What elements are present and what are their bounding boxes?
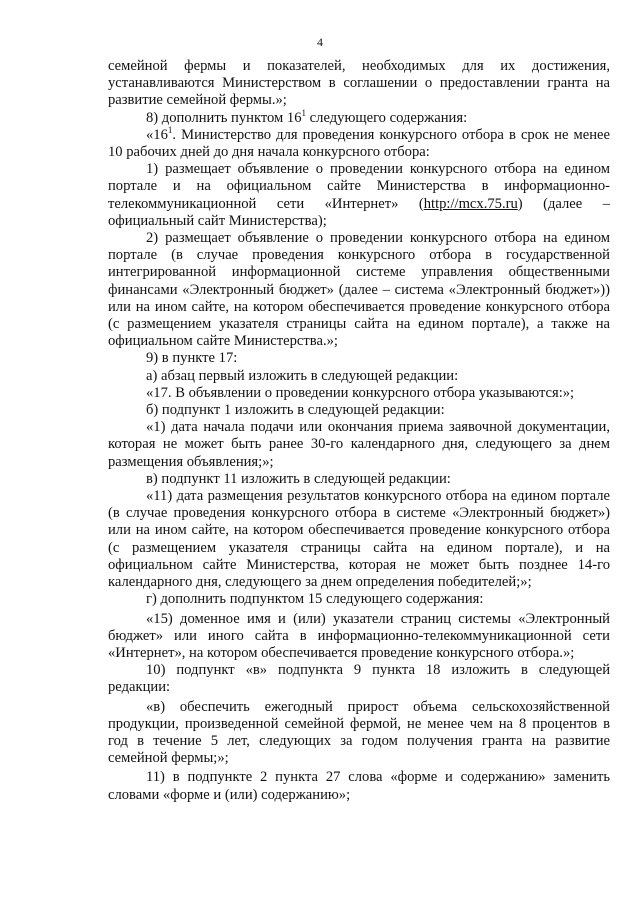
paragraph: «в) обеспечить ежегодный прирост объема сельскохозяйственной продукции, произведенной семейной фермой, не менее чем на 8 процентов в год в течение 5 лет, следующих за годом получения гранта на развитие семейной фермы;»; [108,698,610,767]
page-number: 4 [317,35,323,49]
superscript: 1 [301,107,307,118]
paragraph [108,124,610,161]
ministry-site-link[interactable]: http://mcx.75.ru [423,195,518,212]
paragraph-text: ) (далее – официальный сайт Министерства); [108,195,610,229]
paragraph-text: 8) дополнить пунктом 16 [146,109,302,126]
paragraph-text: следующего содержания: [306,109,468,126]
paragraph [108,107,610,127]
superscript: 1 [167,124,173,135]
paragraph-text: . Министерство для проведения конкурсного отбора в срок не менее 10 рабочих дней до дня начала конкурсного отбора: [108,126,610,161]
paragraph: 10) подпункт «в» подпункта 9 пункта 18 изложить в следующей редакции: [108,662,610,696]
paragraph-text: «16 [146,126,168,143]
paragraph: семейной фермы и показателей, необходимых для их достижения, устанавливаются Министерством в соглашении о предоставлении гранта на развитие семейной фермы.»; [108,58,610,109]
paragraph: «1) дата начала подачи или окончания приема заявочной документации, которая не может быть ранее 30-го календарного дня, следующего за днем размещения объявления;»; [108,419,610,470]
paragraph: 2) размещает объявление о проведении конкурсного отбора на едином портале (в случае проведения конкурсного отбора в государственной интегрированной информационной системе управления общественными финансами «Электронный бюджет» (далее – система «Электронный бюджет»)) или на ином сайте, на котором обеспечивается проведение конкурсного отбора (с размещением указателя страницы сайта на едином портале), а также на официальном сайте Министерства.»; [108,230,610,350]
paragraph: 11) в подпункте 2 пункта 27 слова «форме и содержанию» заменить словами «форме и (или) содержанию»; [108,769,610,803]
paragraph: «17. В объявлении о проведении конкурсного отбора указываются:»; [146,384,575,401]
paragraph-text: 1) размещает объявление о проведении конкурсного отбора на едином портале и на официальном сайте Министерства в информационно-телекоммуникационной сети «Интернет» ( [108,161,610,212]
paragraph: в) подпункт 11 изложить в следующей редакции: [146,470,451,487]
document-body [108,58,610,804]
paragraph [108,161,610,230]
paragraph: «15) доменное имя и (или) указатели страниц системы «Электронный бюджет» или иного сайта в информационно-телекоммуникационной сети «Интернет», на котором обеспечивается проведение конкурсного отбора.»; [108,610,610,661]
paragraph: а) абзац первый изложить в следующей редакции: [146,367,459,384]
paragraph: б) подпункт 1 изложить в следующей редакции: [146,402,445,419]
paragraph: 9) в пункте 17: [146,350,238,367]
paragraph: г) дополнить подпунктом 15 следующего содержания: [146,591,484,608]
paragraph: «11) дата размещения результатов конкурсного отбора на едином портале (в случае проведения конкурсного отбора в системе «Электронный бюджет») или на ином сайте, на котором обеспечивается проведение конкурсного отбора (с размещением указателя страницы сайта на едином портале), и на официальном сайте Министерства, которая не может быть позднее 14-го календарного дня, следующего за днем определения победителей;»; [108,488,610,591]
